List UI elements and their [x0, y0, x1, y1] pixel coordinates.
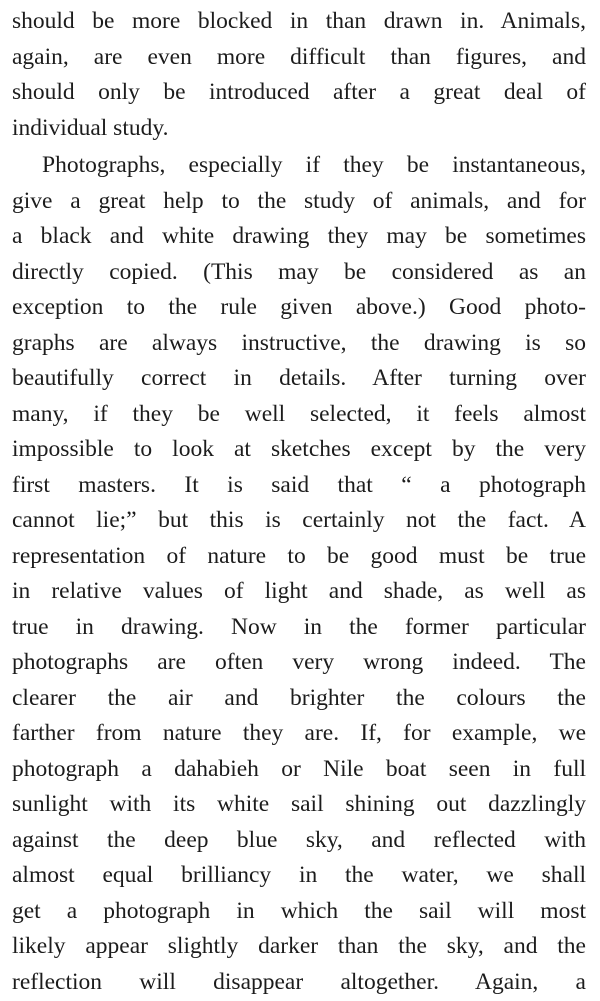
text-line: true in drawing. Now in the former particular: [12, 613, 586, 640]
text-line: should only be introduced after a great deal of: [12, 79, 586, 105]
text-line: likely appear slightly darker than the sky, and the: [12, 933, 586, 959]
text-line: give a great help to the study of animals, and for: [12, 187, 586, 214]
text-line: should be more blocked in than drawn in. Animals,: [12, 8, 586, 34]
text-line: beautifully correct in details. After turning over: [12, 365, 586, 391]
text-line: clearer the air and brighter the colours the: [12, 684, 586, 711]
text-line: directly copied. (This may be considered as an: [12, 258, 586, 285]
text-line: photograph a dahabieh or Nile boat seen in full: [12, 755, 586, 782]
text-line: again, are even more difficult than figures, and: [12, 43, 586, 70]
text-line: farther from nature they are. If, for example, we: [12, 720, 586, 746]
text-line: exception to the rule given above.) Good photo-: [12, 294, 586, 320]
text-line: cannot lie;” but this is certainly not the fact. A: [12, 507, 586, 533]
text-line: graphs are always instructive, the drawing is so: [12, 329, 586, 356]
paragraph-2: [12, 148, 586, 1000]
text-line: first masters. It is said that “ a photograph: [12, 471, 586, 498]
text-line: in relative values of light and shade, as well as: [12, 578, 586, 604]
text-line: get a photograph in which the sail will most: [12, 897, 586, 924]
text-line: sunlight with its white sail shining out dazzlingly: [12, 791, 586, 817]
text-line: Photographs, especially if they be instantaneous,: [42, 152, 586, 178]
text-line: representation of nature to be good must be true: [12, 542, 586, 569]
text-line: individual study.: [12, 114, 169, 141]
book-page: [12, 4, 586, 1000]
text-line: reflection will disappear altogether. Again, a: [12, 968, 586, 995]
text-line: photographs are often very wrong indeed. The: [12, 649, 586, 675]
text-line: against the deep blue sky, and reflected with: [12, 826, 586, 853]
text-line: impossible to look at sketches except by the very: [12, 436, 586, 462]
text-line: almost equal brilliancy in the water, we shall: [12, 862, 586, 888]
text-line: a black and white drawing they may be sometimes: [12, 223, 586, 249]
paragraph-1: [12, 4, 586, 146]
text-line: many, if they be well selected, it feels almost: [12, 400, 586, 427]
